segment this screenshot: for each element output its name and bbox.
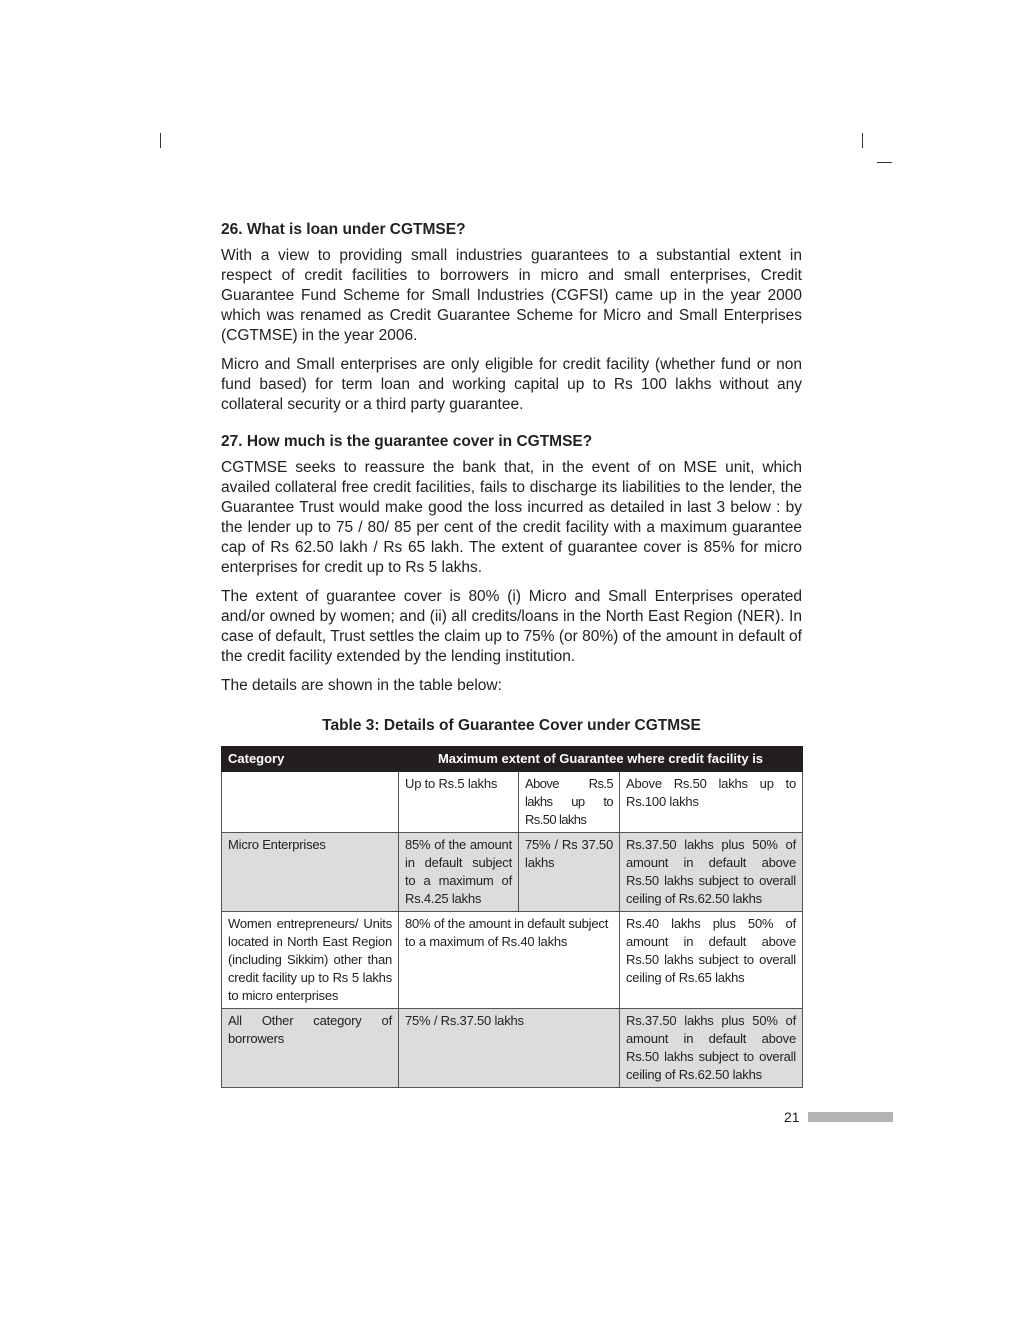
table-row: [222, 912, 803, 1009]
crop-mark-left: [160, 133, 161, 148]
section-27-heading: 27. How much is the guarantee cover in CGTMSE?: [221, 433, 593, 450]
section-27-paragraph-3: The details are shown in the table below:: [221, 677, 502, 694]
row-women-category: Women entrepreneurs/ Units located in North East Region (including Sikkim) other than credit facility up to Rs 5 lakhs to micro enterprises: [222, 912, 399, 1009]
section-26-paragraph-2: Micro and Small enterprises are only eligible for credit facility (whether fund or non fund based) for term loan and working capital up to Rs 100 lakhs without any collateral security or a third party guarantee.: [221, 356, 802, 413]
row-micro-5-to-50: 75% / Rs 37.50 lakhs: [519, 833, 620, 912]
table-subheader-row: [222, 772, 803, 833]
page-content: [221, 220, 802, 1088]
page-number: 21: [784, 1109, 800, 1125]
section-27-paragraph-1: CGTMSE seeks to reassure the bank that, in the event of on MSE unit, which availed collateral free credit facilities, fails to discharge its liabilities to the lender, the Guarantee Trust would make good the loss incurred as detailed in last 3 below : by the lender up to 75 / 80/ 85 per cent of the credit facility with a maximum guarantee cap of Rs 62.50 lakh / Rs 65 lakh. The extent of guarantee cover is 85% for micro enterprises for credit up to Rs 5 lakhs.: [221, 459, 802, 576]
row-other-50-to-100: Rs.37.50 lakhs plus 50% of amount in default above Rs.50 lakhs subject to overall ceiling of Rs.62.50 lakhs: [620, 1009, 803, 1088]
row-micro-category: Micro Enterprises: [222, 833, 399, 912]
row-micro-50-to-100: Rs.37.50 lakhs plus 50% of amount in default above Rs.50 lakhs subject to overall ceiling of Rs.62.50 lakhs: [620, 833, 803, 912]
row-other-up-to-50: 75% / Rs.37.50 lakhs: [399, 1009, 620, 1088]
crop-mark-right: [862, 133, 863, 148]
table-row: [222, 833, 803, 912]
crop-mark-right-horizontal: [877, 162, 892, 163]
row-micro-up-to-5: 85% of the amount in default subject to a maximum of Rs.4.25 lakhs: [399, 833, 519, 912]
row-other-category: All Other category of borrowers: [222, 1009, 399, 1088]
table-row: [222, 1009, 803, 1088]
row-women-up-to-50: 80% of the amount in default subject to a maximum of Rs.40 lakhs: [399, 912, 620, 1009]
subheader-empty: [222, 772, 399, 833]
section-26-paragraph-1: With a view to providing small industries guarantees to a substantial extent in respect of credit facilities to borrowers in micro and small enterprises, Credit Guarantee Fund Scheme for Small Industries (CGFSI) came up in the year 2000 which was renamed as Credit Guarantee Scheme for Micro and Small Enterprises (CGTMSE) in the year 2006.: [221, 247, 802, 344]
header-category: Category: [222, 747, 399, 772]
guarantee-cover-table: [221, 746, 803, 1088]
subheader-50-to-100: Above Rs.50 lakhs up to Rs.100 lakhs: [620, 772, 803, 833]
section-26-heading: 26. What is loan under CGTMSE?: [221, 221, 466, 238]
table-caption: Table 3: Details of Guarantee Cover under CGTMSE: [322, 717, 701, 734]
table-header-row: [222, 747, 803, 772]
header-maximum-extent: Maximum extent of Guarantee where credit facility is: [399, 747, 803, 772]
subheader-5-to-50: Above Rs.5 lakhs up to Rs.50 lakhs: [519, 772, 620, 833]
section-27-paragraph-2: The extent of guarantee cover is 80% (i) Micro and Small Enterprises operated and/or owned by women; and (ii) all credits/loans in the North East Region (NER). In case of default, Trust settles the claim up to 75% (or 80%) of the amount in default of the credit facility extended by the lending institution.: [221, 588, 802, 665]
row-women-50-to-100: Rs.40 lakhs plus 50% of amount in default above Rs.50 lakhs subject to overall ceiling of Rs.65 lakhs: [620, 912, 803, 1009]
page-number-bar: [808, 1112, 893, 1122]
subheader-up-to-5: Up to Rs.5 lakhs: [399, 772, 519, 833]
